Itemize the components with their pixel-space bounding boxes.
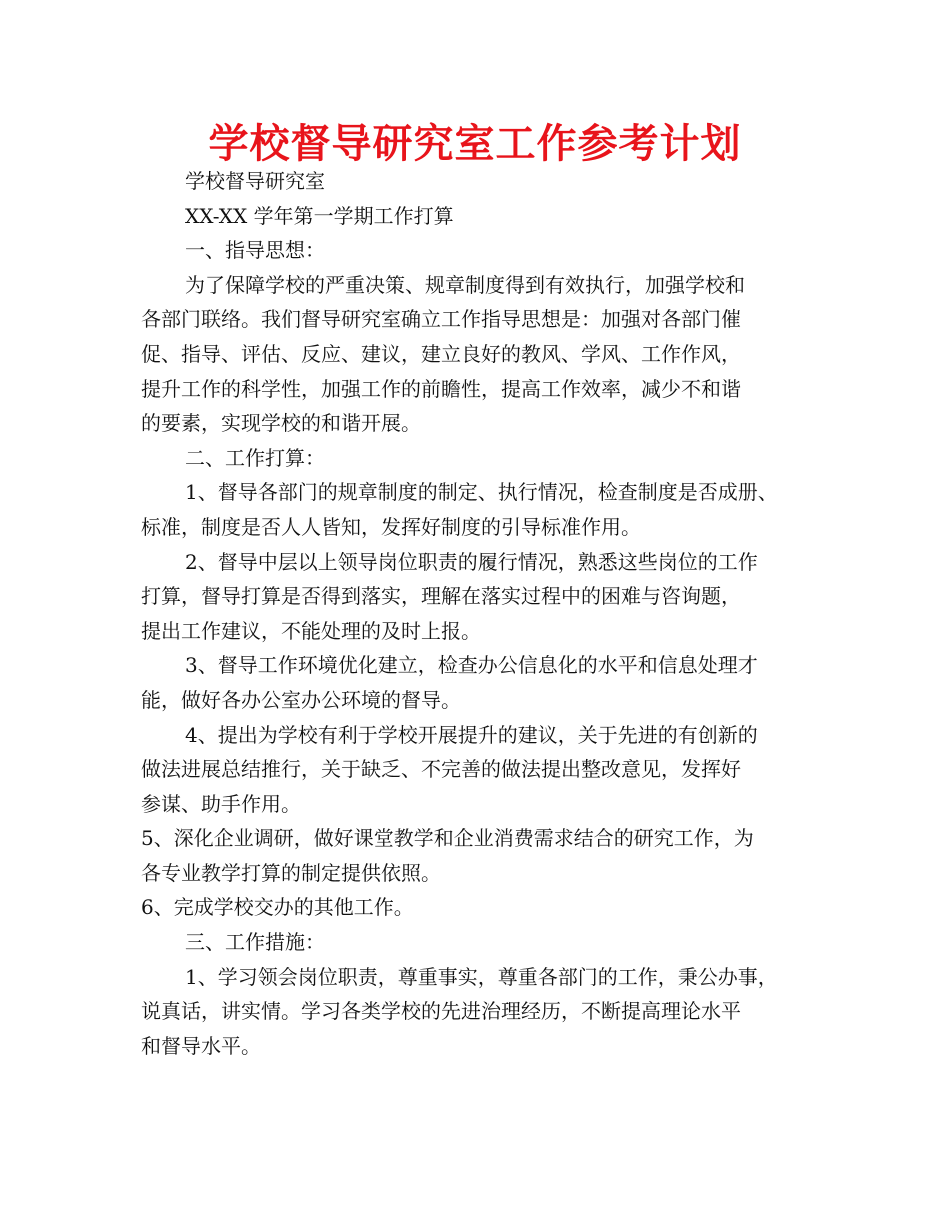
list-item-line: 3、督导工作环境优化建立，检查办公信息化的水平和信息处理才: [185, 653, 758, 678]
list-item-line: 参谋、助手作用。: [141, 791, 301, 816]
list-item-line: 提出工作建议，不能处理的及时上报。: [141, 618, 481, 643]
list-item-line: 4、提出为学校有利于学校开展提升的建议，关于先进的有创新的: [185, 722, 758, 747]
section-heading-guiding: 一、指导思想：: [185, 238, 325, 263]
document-title: 学校督导研究室工作参考计划: [208, 121, 742, 167]
section-heading-plan: 二、工作打算：: [185, 445, 325, 470]
doc-line-department: 学校督导研究室: [185, 169, 325, 193]
list-item-line: 各专业教学打算的制定提供依照。: [141, 860, 441, 885]
paragraph-line: 的要素，实现学校的和谐开展。: [141, 411, 421, 436]
list-item-line: 6、完成学校交办的其他工作。: [141, 895, 414, 920]
section-heading-measures: 三、工作措施：: [185, 930, 325, 955]
doc-line-subtitle: XX-XX 学年第一学期工作打算: [185, 203, 454, 228]
list-item-line: 1、督导各部门的规章制度的制定、执行情况，检查制度是否成册、: [185, 480, 778, 505]
document-body: [141, 164, 831, 1063]
list-item-line: 标准，制度是否人人皆知，发挥好制度的引导标准作用。: [141, 514, 641, 539]
list-item-line: 和督导水平。: [141, 1033, 261, 1058]
list-item-line: 打算，督导打算是否得到落实，理解在落实过程中的困难与咨询题，: [141, 584, 741, 609]
paragraph-line: 为了保障学校的严重决策、规章制度得到有效执行，加强学校和: [185, 272, 745, 297]
list-item-line: 2、督导中层以上领导岗位职责的履行情况，熟悉这些岗位的工作: [185, 549, 758, 574]
paragraph-line: 提升工作的科学性，加强工作的前瞻性，提高工作效率，减少不和谐: [141, 376, 741, 401]
list-item-line: 能，做好各办公室办公环境的督导。: [141, 687, 461, 712]
list-item-line: 说真话，讲实情。学习各类学校的先进治理经历，不断提高理论水平: [141, 999, 741, 1024]
paragraph-line: 各部门联络。我们督导研究室确立工作指导思想是：加强对各部门催: [141, 307, 741, 332]
list-item-line: 做法进展总结推行，关于缺乏、不完善的做法提出整改意见，发挥好: [141, 757, 741, 782]
list-item-line: 5、深化企业调研，做好课堂教学和企业消费需求结合的研究工作，为: [141, 826, 754, 851]
list-item-line: 1、学习领会岗位职责，尊重事实，尊重各部门的工作，秉公办事，: [185, 964, 778, 989]
paragraph-line: 促、指导、评估、反应、建议，建立良好的教风、学风、工作作风，: [141, 341, 741, 366]
